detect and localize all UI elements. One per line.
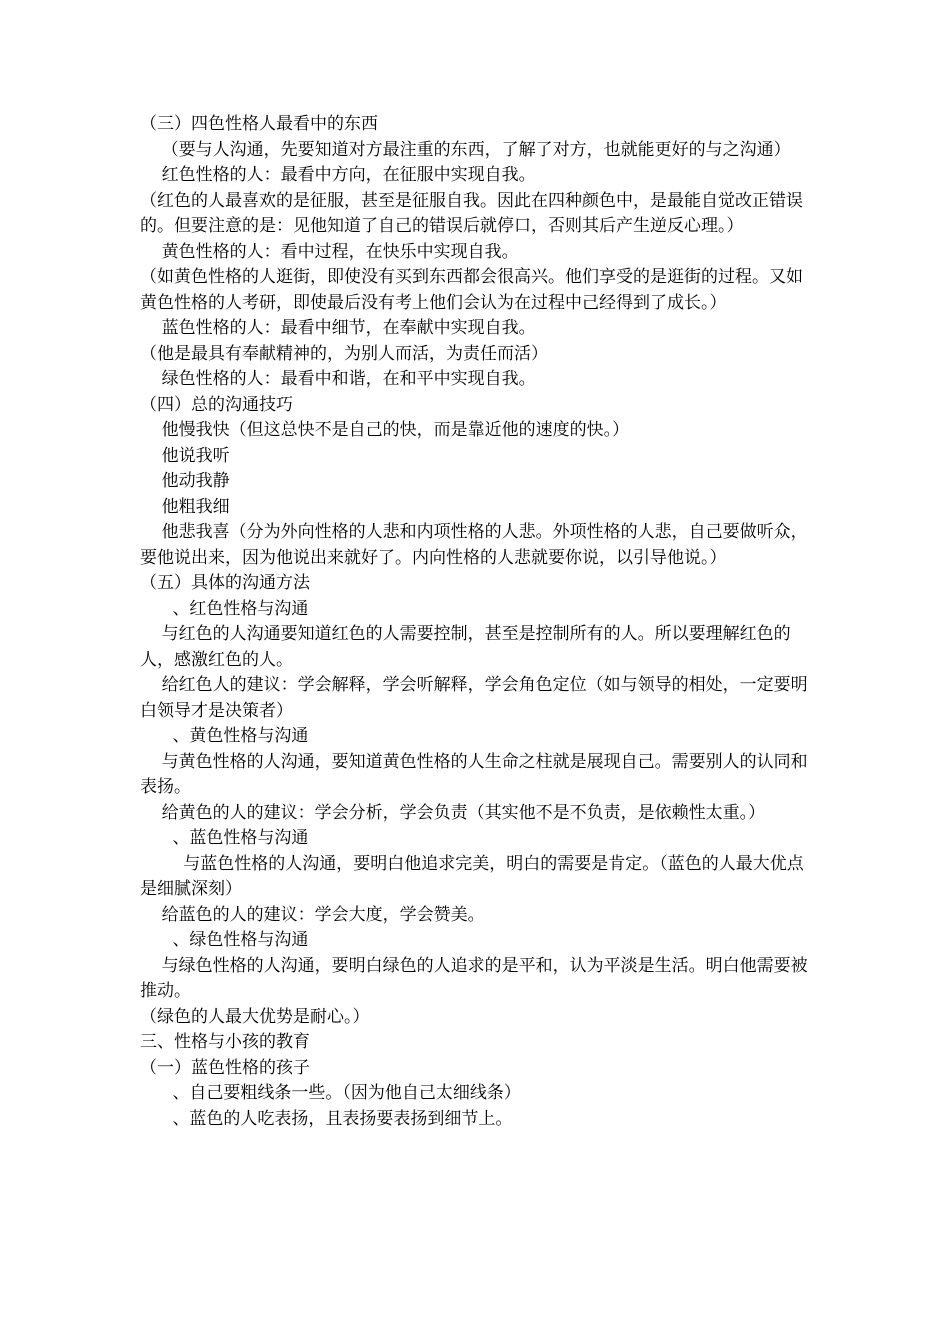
paragraph: 他动我静 [140, 471, 230, 491]
subsection-heading: 、黄色性格与沟通 [140, 726, 309, 746]
paragraph: （他是最具有奉献精神的，为别人而活，为责任而活） [140, 343, 548, 364]
chapter-heading: 三、性格与小孩的教育 [140, 1032, 310, 1052]
paragraph: 给红色人的建议：学会解释，学会听解释，学会角色定位（如与领导的相处，一定要明白领导才是决策者） [140, 675, 808, 721]
subsection-heading: 、蓝色性格与沟通 [140, 828, 309, 848]
paragraph: 与蓝色性格的人沟通，要明白他追求完美，明白的需要是肯定。（蓝色的人最大优点是细腻深刻） [140, 853, 804, 899]
paragraph: 绿色性格的人：最看中和谐，在和平中实现自我。 [140, 369, 536, 389]
paragraph: （绿色的人最大优势是耐心。） [140, 1006, 370, 1027]
subsection-heading: 、红色性格与沟通 [140, 598, 309, 619]
paragraph: 他慢我快（但这总快不是自己的快，而是靠近他的速度的快。） [140, 420, 630, 440]
section-heading: （一）蓝色性格的孩子 [140, 1057, 310, 1078]
section-heading: （五）具体的沟通方法 [140, 573, 310, 593]
list-item: 、自己要粗线条一些。（因为他自己太细线条） [140, 1083, 521, 1103]
paragraph: 给蓝色的人的建议：学会大度，学会赞美。 [140, 904, 485, 925]
paragraph: （如黄色性格的人逛街，即使没有买到东西都会很高兴。他们享受的是逛街的过程。又如黄色性格的人考研，即使最后没有考上他们会认为在过程中己经得到了成长。） [140, 267, 803, 313]
paragraph: 蓝色性格的人：最看中细节，在奉献中实现自我。 [140, 318, 536, 338]
paragraph: 黄色性格的人：看中过程，在快乐中实现自我。 [140, 241, 519, 262]
paragraph: （红色的人最喜欢的是征服，甚至是征服自我。因此在四种颜色中，是最能自觉改正错误的。但要注意的是：见他知道了自己的错误后就停口，否则其后产生逆反心理。） [140, 190, 803, 236]
paragraph: 红色性格的人：最看中方向，在征服中实现自我。 [140, 165, 536, 185]
paragraph: 他说我听 [140, 445, 230, 466]
document-body [140, 112, 812, 1132]
paragraph: 与红色的人沟通要知道红色的人需要控制，甚至是控制所有的人。所以要理解红色的人，感激红色的人。 [140, 624, 791, 670]
section-heading: （四）总的沟通技巧 [140, 394, 293, 415]
paragraph: 与绿色性格的人沟通，要明白绿色的人追求的是平和，认为平淡是生活。明白他需要被推动。 [140, 955, 808, 1001]
paragraph: 与黄色性格的人沟通，要知道黄色性格的人生命之柱就是展现自己。需要别人的认同和表扬。 [140, 751, 808, 797]
section-heading: （三）四色性格人最看中的东西 [140, 114, 378, 134]
paragraph: 他悲我喜（分为外向性格的人悲和内项性格的人悲。外项性格的人悲，自己要做听众，要他说出来，因为他说出来就好了。内向性格的人悲就要你说，以引导他说。） [140, 522, 808, 568]
list-item: 、蓝色的人吃表扬，且表扬要表扬到细节上。 [140, 1108, 513, 1129]
paragraph: 他粗我细 [140, 496, 230, 517]
paragraph: 给黄色的人的建议：学会分析，学会负责（其实他不是不负责，是依赖性太重。） [140, 802, 766, 823]
paragraph: （要与人沟通，先要知道对方最注重的东西，了解了对方，也就能更好的与之沟通） [140, 139, 791, 160]
subsection-heading: 、绿色性格与沟通 [140, 930, 309, 950]
